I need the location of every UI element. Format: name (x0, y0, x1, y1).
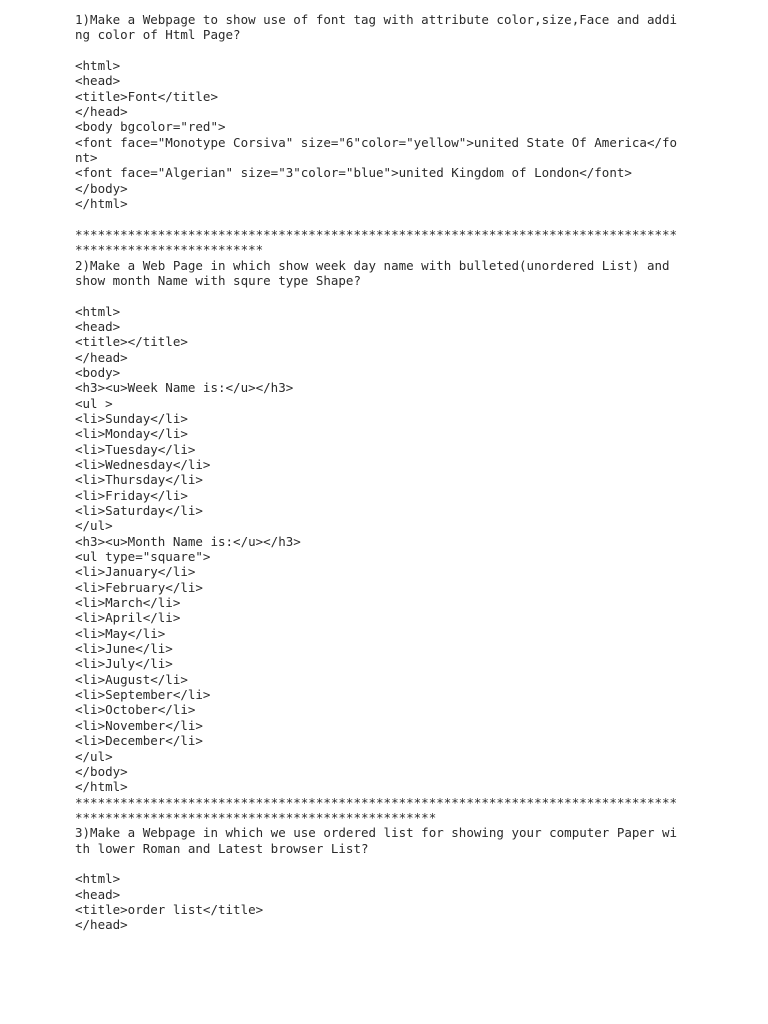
text-line: <html> (75, 871, 121, 887)
text-line: nt> (75, 150, 98, 166)
text-line: <li>November</li> (75, 717, 203, 733)
text-line: <ul > (75, 395, 113, 411)
text-line: ******************************************************************************** (75, 794, 678, 810)
text-line: <li>January</li> (75, 564, 196, 580)
text-line: <li>March</li> (75, 595, 181, 611)
document-body (75, 12, 678, 933)
text-line: <head> (75, 73, 121, 89)
text-line: </head> (75, 917, 128, 933)
text-line: <li>June</li> (75, 641, 173, 657)
text-line: <li>Sunday</li> (75, 410, 188, 426)
text-line: <title>Font</title> (75, 88, 218, 104)
text-line (75, 288, 675, 303)
text-line: <html> (75, 303, 121, 319)
text-line: </head> (75, 104, 128, 120)
text-line: <h3><u>Month Name is:</u></h3> (75, 533, 301, 549)
text-line: <li>Friday</li> (75, 487, 188, 503)
text-line: 2)Make a Web Page in which show week day name with bulleted(unordered List) and (75, 257, 670, 273)
text-line: <li>September</li> (75, 687, 211, 703)
text-line: </ul> (75, 518, 113, 534)
text-line: show month Name with squre type Shape? (75, 272, 361, 288)
text-line: <font face="Monotype Corsiva" size="6"color="yellow">united State Of America</fo (75, 134, 678, 150)
text-line: <li>July</li> (75, 656, 173, 672)
text-line: <font face="Algerian" size="3"color="blue">united Kingdom of London</font> (75, 165, 632, 181)
text-line: </body> (75, 180, 128, 196)
text-line: <ul type="square"> (75, 549, 211, 565)
text-line: <html> (75, 58, 121, 74)
text-line: ************************************************ (75, 809, 437, 825)
text-line: <head> (75, 318, 121, 334)
text-line: 3)Make a Webpage in which we use ordered list for showing your computer Paper wi (75, 825, 678, 841)
text-line: <li>Wednesday</li> (75, 456, 211, 472)
text-line: </body> (75, 763, 128, 779)
text-line: <title>order list</title> (75, 901, 264, 917)
text-line: <li>Tuesday</li> (75, 441, 196, 457)
text-line: <li>October</li> (75, 702, 196, 718)
text-line: </ul> (75, 748, 113, 764)
text-line: <li>December</li> (75, 733, 203, 749)
text-line: <li>April</li> (75, 610, 181, 626)
text-line: </html> (75, 779, 128, 795)
text-line: <li>August</li> (75, 671, 188, 687)
text-line: <h3><u>Week Name is:</u></h3> (75, 380, 294, 396)
text-line: ************************* (75, 242, 264, 258)
text-line: ng color of Html Page? (75, 27, 241, 43)
text-line: <body bgcolor="red"> (75, 119, 226, 135)
text-line: </html> (75, 196, 128, 212)
text-line: </head> (75, 349, 128, 365)
text-line: <title></title> (75, 334, 188, 350)
text-line: <li>Monday</li> (75, 426, 188, 442)
text-line: ******************************************************************************** (75, 226, 678, 242)
text-line: <li>Thursday</li> (75, 472, 203, 488)
text-line (75, 211, 675, 226)
text-line: <li>May</li> (75, 625, 166, 641)
text-line: <li>Saturday</li> (75, 503, 203, 518)
text-line (75, 43, 675, 58)
text-line: th lower Roman and Latest browser List? (75, 840, 369, 856)
text-line: <li>February</li> (75, 579, 203, 595)
text-line (75, 856, 675, 871)
text-line: 1)Make a Webpage to show use of font tag with attribute color,size,Face and addi (75, 12, 678, 27)
text-line: <body> (75, 364, 121, 380)
text-line: <head> (75, 886, 121, 902)
